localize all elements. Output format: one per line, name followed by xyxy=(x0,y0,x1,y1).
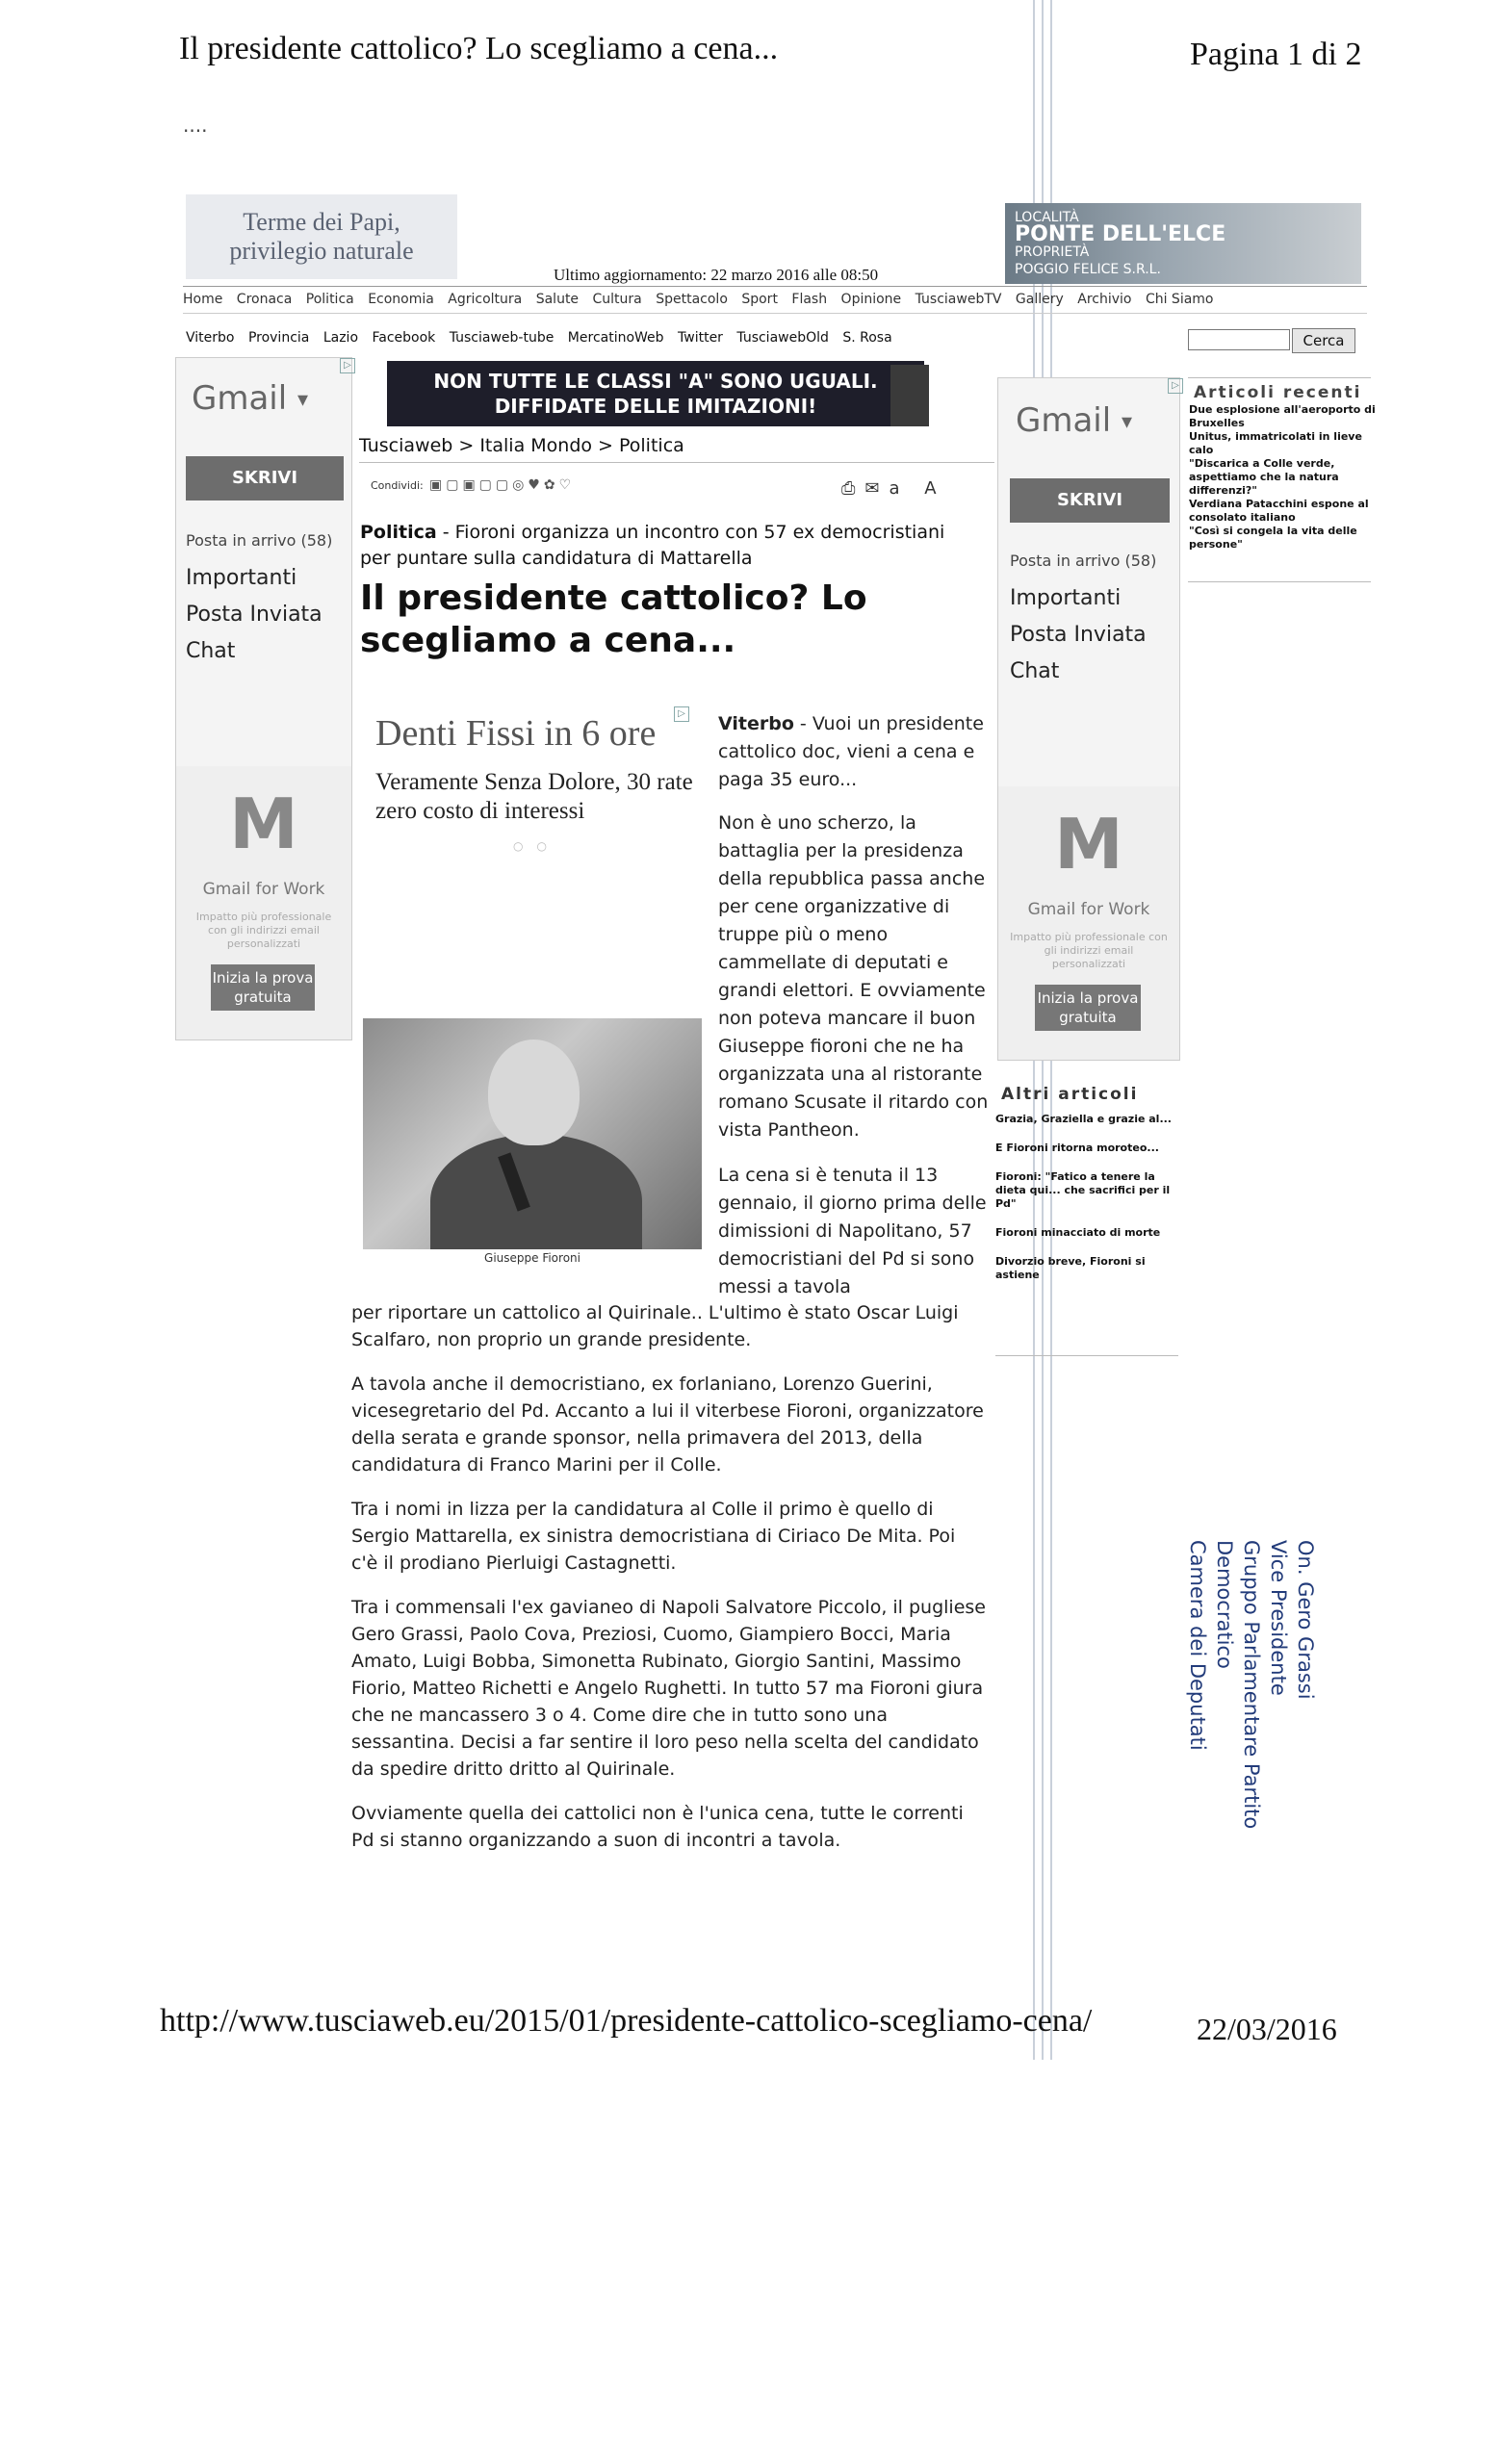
paragraph: Non è uno scherzo, la battaglia per la presidenza della repubblica passa anche per cene organizzative di truppe più o meno cammellate di deputati e grandi elettori. E ovviamente non poteva mancare il buon Giuseppe fioroni che ne ha organizzata una al ristorante romano Scusate il ritardo con vista Pantheon. xyxy=(718,812,989,1141)
paragraph: A tavola anche il democristiano, ex forlaniano, Lorenzo Guerini, vicesegretario del Pd. Accanto a lui il viterbese Fioroni, organizzatore della serata e grande sponsor, nella primavera del 2013, della candidatura di Franco Marini per il Colle. xyxy=(351,1373,984,1476)
photo-figure xyxy=(488,1040,580,1145)
paragraph: Tra i nomi in lizza per la candidatura al Colle il primo è quello di Sergio Mattarella, ex sinistra democristiana di Ciriaco De Mita. Poi c'è il prodiano Pierluigi Castagnetti. xyxy=(351,1499,956,1574)
sent-link[interactable]: Posta Inviata xyxy=(186,603,322,627)
nav-item-cultura[interactable]: Cultura xyxy=(592,292,642,307)
ad-line: privilegio naturale xyxy=(229,237,414,265)
adchoices-icon[interactable]: ▷ xyxy=(674,706,689,722)
share-icons[interactable]: ▣▢▣▢▢◎♥✿♡ xyxy=(429,477,576,493)
chat-link[interactable]: Chat xyxy=(186,639,236,663)
ad-line: POGGIO FELICE S.R.L. xyxy=(1015,262,1161,277)
font-size-tools[interactable]: a A xyxy=(889,478,946,499)
paragraph: Ovviamente quella dei cattolici non è l'unica cena, tutte le correnti Pd si stanno organizzando a suon di incontri a tavola. xyxy=(351,1803,964,1851)
gmail-work-panel xyxy=(998,786,1179,1060)
gmail-logo xyxy=(192,379,308,418)
search-input[interactable] xyxy=(1188,329,1290,350)
gmail-m-icon: M xyxy=(1054,804,1123,885)
compose-button[interactable]: SKRIVI xyxy=(1010,478,1170,523)
denti-fissi-ad-subtitle[interactable]: Veramente Senza Dolore, 30 rate zero costo di interessi xyxy=(375,769,693,824)
recent-articles-title: Articoli recenti xyxy=(1194,383,1362,402)
breadcrumb[interactable]: Tusciaweb > Italia Mondo > Politica xyxy=(359,435,684,456)
paragraph: La cena si è tenuta il 13 gennaio, il giorno prima delle dimissioni di Napolitano, 57 democristiani del Pd si sono messi a tavola xyxy=(718,1165,987,1297)
stamp-line: On. Gero Grassi xyxy=(1294,1540,1317,1700)
inbox-link[interactable]: Posta in arrivo (58) xyxy=(1010,552,1157,570)
recent-article-link[interactable]: Due esplosione all'aeroporto di Bruxelles xyxy=(1189,403,1376,429)
recent-articles-list xyxy=(1189,403,1377,552)
gmail-ad-left[interactable] xyxy=(175,357,352,1040)
other-article-link[interactable]: Fioroni: "Fatico a tenere la dieta qui... che sacrifici per il Pd" xyxy=(995,1170,1171,1210)
nav-item-chi-siamo[interactable]: Chi Siamo xyxy=(1145,292,1214,307)
gmail-work-label: Gmail for Work xyxy=(1027,900,1150,919)
carousel-dots[interactable]: ○○ xyxy=(513,839,560,853)
stamp-line: Gruppo Parlamentare Partito Democratico xyxy=(1213,1540,1263,1830)
secondary-nav xyxy=(186,330,902,346)
nav-item-facebook[interactable]: Facebook xyxy=(372,330,436,346)
recent-article-link[interactable]: Unitus, immatricolati in lieve calo xyxy=(1189,430,1362,456)
gmail-trial-button[interactable]: Inizia la prova gratuita xyxy=(211,964,315,1011)
nav-item-cronaca[interactable]: Cronaca xyxy=(236,292,293,307)
summary-text: Fioroni organizza un incontro con 57 ex democristiani per puntare sulla candidatura di Mattarella xyxy=(360,522,945,569)
dateline: Viterbo xyxy=(718,713,794,734)
nav-item-mercatinoweb[interactable]: MercatinoWeb xyxy=(567,330,664,346)
ad-line: PONTE DELL'ELCE xyxy=(1015,222,1226,246)
terme-dei-papi-ad[interactable] xyxy=(186,194,457,279)
gmail-trial-button[interactable]: Inizia la prova gratuita xyxy=(1035,985,1141,1031)
search-button[interactable]: Cerca xyxy=(1292,328,1355,353)
divider xyxy=(1188,581,1371,582)
gmail-logo-text: Gmail xyxy=(1016,401,1112,440)
print-icon[interactable]: ⎙ xyxy=(841,478,865,499)
nav-item-opinione[interactable]: Opinione xyxy=(840,292,902,307)
lead-paragraph: Viterbo - Vuoi un presidente cattolico doc, vieni a cena e paga 35 euro... xyxy=(718,713,984,790)
denti-fissi-ad-title[interactable]: Denti Fissi in 6 ore xyxy=(375,713,657,754)
inbox-link[interactable]: Posta in arrivo (58) xyxy=(186,531,333,550)
article-body-full xyxy=(351,1299,987,1871)
divider xyxy=(1188,377,1371,378)
chevron-down-icon: ▾ xyxy=(297,388,309,412)
share-label: Condividi: xyxy=(371,479,424,492)
nav-item-agricoltura[interactable]: Agricoltura xyxy=(448,292,523,307)
ad-line: PROPRIETÀ xyxy=(1015,244,1090,260)
ponte-dell-elce-ad[interactable] xyxy=(1005,203,1361,284)
recent-article-link[interactable]: Verdiana Patacchini espone al consolato italiano xyxy=(1189,498,1369,524)
nav-item-gallery[interactable]: Gallery xyxy=(1015,292,1064,307)
nav-item-archivio[interactable]: Archivio xyxy=(1077,292,1132,307)
gmail-m-icon: M xyxy=(229,783,298,864)
divider xyxy=(995,1355,1178,1356)
stamp-line: Vice Presidente xyxy=(1267,1540,1290,1696)
fioroni-photo xyxy=(363,1018,702,1249)
document-title: Il presidente cattolico? Lo scegliamo a cena... xyxy=(179,31,779,66)
source-url: http://www.tusciaweb.eu/2015/01/presidente-cattolico-scegliamo-cena/ xyxy=(160,2003,1093,2039)
nav-item-flash[interactable]: Flash xyxy=(791,292,828,307)
nav-item-tusciawebold[interactable]: TusciawebOld xyxy=(736,330,829,346)
paragraph: per riportare un cattolico al Quirinale.. L'ultimo è stato Oscar Luigi Scalfaro, non proprio un grande presidente. xyxy=(351,1302,959,1350)
important-link[interactable]: Importanti xyxy=(1010,586,1122,610)
page-number: Pagina 1 di 2 xyxy=(1190,37,1362,72)
adchoices-icon[interactable]: ▷ xyxy=(1168,378,1183,394)
nav-item-provincia[interactable]: Provincia xyxy=(247,330,310,346)
gmail-work-desc: Impatto più professionale con gli indirizzi email personalizzati xyxy=(1010,931,1168,970)
chevron-down-icon: ▾ xyxy=(1122,410,1133,434)
last-updated: Ultimo aggiornamento: 22 marzo 2016 alle 08:50 xyxy=(554,266,879,284)
article-headline: Il presidente cattolico? Lo scegliamo a cena... xyxy=(360,578,867,660)
print-date: 22/03/2016 xyxy=(1197,2012,1337,2046)
ad-logo xyxy=(890,365,929,426)
other-article-link[interactable]: Divorzio breve, Fioroni si astiene xyxy=(995,1255,1146,1281)
email-icon[interactable]: ✉ xyxy=(864,478,890,499)
section-label[interactable]: Politica xyxy=(360,522,437,543)
main-nav xyxy=(183,292,1223,307)
nav-item-spettacolo[interactable]: Spettacolo xyxy=(656,292,728,307)
nav-item-s-rosa[interactable]: S. Rosa xyxy=(842,330,892,346)
chat-link[interactable]: Chat xyxy=(1010,659,1060,683)
paragraph: Tra i commensali l'ex gavianeo di Napoli Salvatore Piccolo, il pugliese Gero Grassi, Paolo Cova, Preziosi, Cuomo, Giampiero Bocci, Maria Amato, Luigi Bobba, Simonetta Rubinato, Giorgio Santini, Massimo Fiorio, Matteo Richetti e Angelo Rughetti. In tutto 57 ma Fioroni giura che ne mancassero 3 o 4. Come dire che in tutto sono una sessantina. Decisi a far sentire il loro peso nella scelta del candidato da spedire dritto dritto al Quirinale. xyxy=(351,1597,986,1780)
classe-a-ad-banner[interactable] xyxy=(387,361,924,426)
important-link[interactable]: Importanti xyxy=(186,566,297,590)
recent-article-link[interactable]: "Così si congela la vita delle persone" xyxy=(1189,525,1357,551)
other-article-link[interactable]: Fioroni minacciato di morte xyxy=(995,1226,1161,1239)
nav-item-viterbo[interactable]: Viterbo xyxy=(186,330,235,346)
ad-line: Terme dei Papi, xyxy=(243,208,400,236)
divider xyxy=(183,286,1367,287)
gmail-work-panel xyxy=(176,766,351,1040)
compose-button[interactable]: SKRIVI xyxy=(186,456,344,500)
photo-figure xyxy=(430,1134,642,1249)
other-article-link[interactable]: E Fioroni ritorna moroteo... xyxy=(995,1142,1159,1154)
nav-item-home[interactable]: Home xyxy=(183,292,223,307)
nav-item-politica[interactable]: Politica xyxy=(305,292,354,307)
gmail-work-desc: Impatto più professionale con gli indirizzi email personalizzati xyxy=(195,911,332,950)
ellipsis-marker: .... xyxy=(183,114,208,137)
photo-caption: Giuseppe Fioroni xyxy=(484,1251,580,1265)
nav-item-lazio[interactable]: Lazio xyxy=(322,330,359,346)
nav-item-tusciawebtv[interactable]: TusciawebTV xyxy=(915,292,1002,307)
other-articles-title: Altri articoli xyxy=(1001,1085,1139,1104)
nav-item-sport[interactable]: Sport xyxy=(741,292,778,307)
nav-item-economia[interactable]: Economia xyxy=(368,292,434,307)
divider xyxy=(183,313,1367,314)
parliament-stamp xyxy=(1184,1540,1319,1944)
gmail-logo xyxy=(1016,401,1132,440)
article-body-column xyxy=(718,710,991,1160)
lead-text: Vuoi un presidente cattolico doc, vieni a cena e paga 35 euro... xyxy=(718,713,984,790)
stamp-line: Camera dei Deputati xyxy=(1186,1540,1209,1751)
ad-line: DIFFIDATE DELLE IMITAZIONI! xyxy=(494,395,817,418)
article-summary: Politica - Fioroni organizza un incontro con 57 ex democristiani per puntare sulla candidatura di Mattarella xyxy=(360,522,945,569)
print-email-font-tools[interactable] xyxy=(841,478,946,499)
gmail-ad-right[interactable] xyxy=(997,377,1180,1061)
ad-line: LOCALITÀ xyxy=(1015,210,1079,225)
gmail-work-label: Gmail for Work xyxy=(202,880,325,899)
ad-line: NON TUTTE LE CLASSI "A" SONO UGUALI. xyxy=(433,370,878,393)
adchoices-icon[interactable]: ▷ xyxy=(340,358,355,373)
nav-item-tusciaweb-tube[interactable]: Tusciaweb-tube xyxy=(449,330,555,346)
nav-item-twitter[interactable]: Twitter xyxy=(678,330,723,346)
divider xyxy=(359,462,994,463)
other-articles-list xyxy=(995,1113,1178,1297)
other-article-link[interactable]: Grazia, Graziella e grazie al... xyxy=(995,1113,1172,1125)
recent-article-link[interactable]: "Discarica a Colle verde, aspettiamo che la natura differenzi?" xyxy=(1189,457,1339,497)
nav-item-salute[interactable]: Salute xyxy=(535,292,580,307)
sent-link[interactable]: Posta Inviata xyxy=(1010,623,1147,647)
gmail-logo-text: Gmail xyxy=(192,379,288,418)
